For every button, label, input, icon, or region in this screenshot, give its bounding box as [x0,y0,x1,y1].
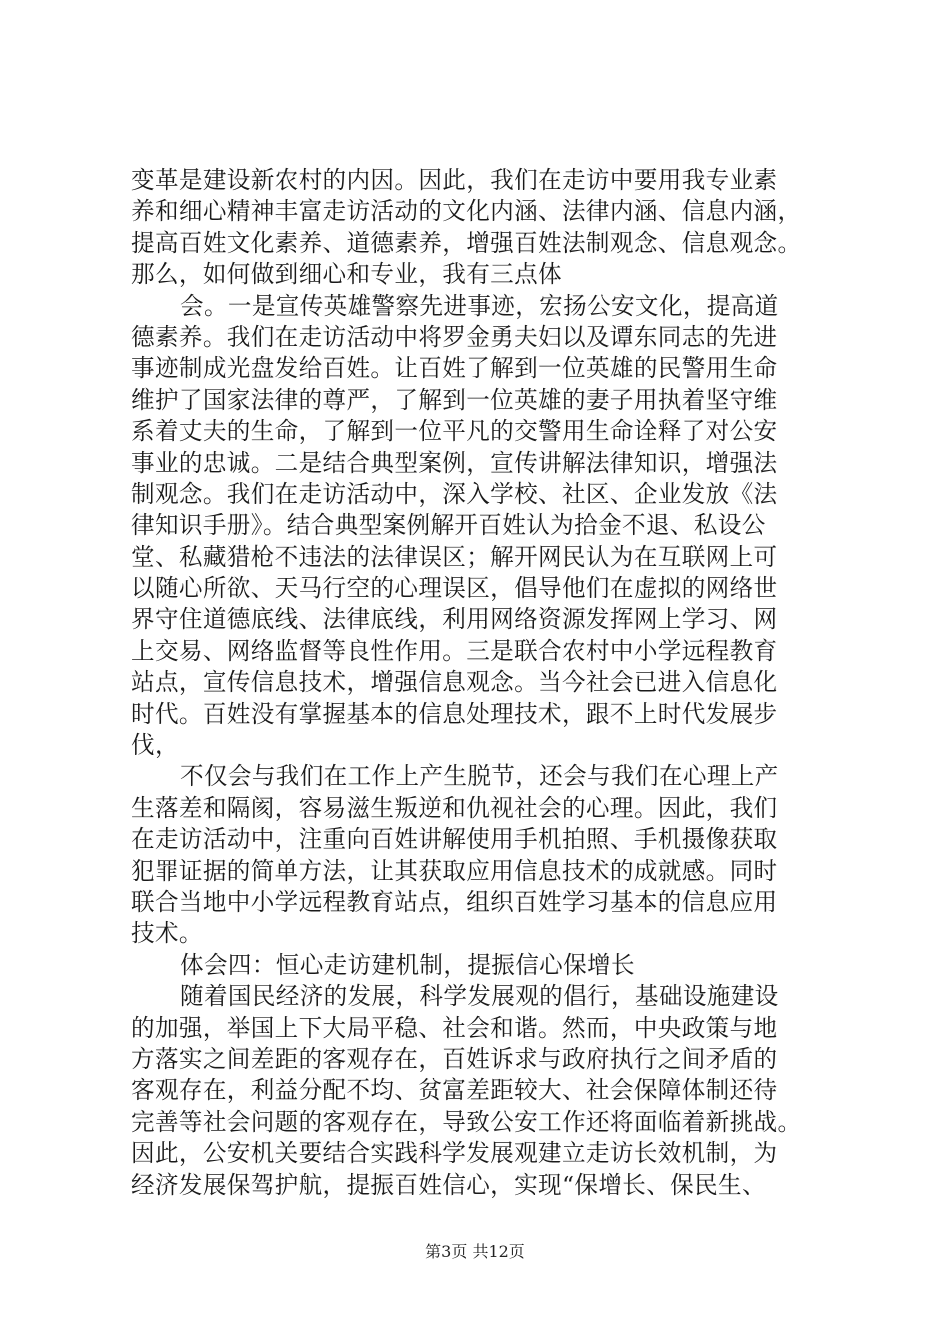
text-line: 会。一是宣传英雄警察先进事迹，宏扬公安文化，提高道 [180,291,779,320]
text-line: 德素养。我们在走访活动中将罗金勇夫妇以及谭东同志的先进 [131,322,778,351]
text-line: 事业的忠诚。二是结合典型案例，宣传讲解法律知识，增强法 [131,448,778,477]
text-line: 事迹制成光盘发给百姓。让百姓了解到一位英雄的民警用生命 [131,354,778,383]
text-line: 完善等社会问题的客观存在，导致公安工作还将面临着新挑战。 [131,1107,802,1136]
text-line: 系着丈夫的生命，了解到一位平凡的交警用生命诠释了对公安 [131,417,778,446]
text-line: 站点，宣传信息技术，增强信息观念。当今社会已进入信息化 [131,668,778,697]
document-body [131,165,831,1201]
text-line: 经济发展保驾护航，提振百姓信心，实现“保增长、保民生、 [131,1170,766,1199]
text-line: 界守住道德底线、法律底线，利用网络资源发挥网上学习、网 [131,605,778,634]
text-line: 提高百姓文化素养、道德素养，增强百姓法制观念、信息观念。 [131,228,802,257]
text-line: 制观念。我们在走访活动中，深入学校、社区、企业发放《法 [131,479,778,508]
text-line: 那么，如何做到细心和专业，我有三点体 [131,260,562,289]
text-line: 随着国民经济的发展，科学发展观的倡行，基础设施建设 [180,982,779,1011]
text-line: 联合当地中小学远程教育站点，组织百姓学习基本的信息应用 [131,887,778,916]
text-line: 体会四：恒心走访建机制，提振信心保增长 [180,950,635,979]
text-line: 的加强，举国上下大局平稳、社会和谐。然而，中央政策与地 [131,1013,778,1042]
text-line: 时代。百姓没有掌握基本的信息处理技术，跟不上时代发展步 [131,699,778,728]
page-footer: 第3页 共12页 [425,1242,525,1261]
text-line: 不仅会与我们在工作上产生脱节，还会与我们在心理上产 [180,762,779,791]
text-line: 客观存在，利益分配不均、贫富差距较大、社会保障体制还待 [131,1076,778,1105]
text-line: 上交易、网络监督等良性作用。三是联合农村中小学远程教育 [131,636,778,665]
text-line: 犯罪证据的简单方法，让其获取应用信息技术的成就感。同时 [131,856,778,885]
text-line: 律知识手册》。结合典型案例解开百姓认为拾金不退、私设公 [131,511,766,540]
text-line: 维护了国家法律的尊严，了解到一位英雄的妻子用执着坚守维 [131,385,778,414]
text-line: 在走访活动中，注重向百姓讲解使用手机拍照、手机摄像获取 [131,825,778,854]
text-line: 以随心所欲、天马行空的心理误区，倡导他们在虚拟的网络世 [131,574,778,603]
text-line: 生落差和隔阂，容易滋生叛逆和仇视社会的心理。因此，我们 [131,793,778,822]
text-line: 伐， [131,731,179,760]
text-line: 堂、私藏猎枪不违法的法律误区；解开网民认为在互联网上可 [131,542,778,571]
text-line: 因此，公安机关要结合实践科学发展观建立走访长效机制，为 [131,1139,778,1168]
text-line: 养和细心精神丰富走访活动的文化内涵、法律内涵、信息内涵， [131,197,802,226]
text-line: 方落实之间差距的客观存在，百姓诉求与政府执行之间矛盾的 [131,1044,778,1073]
text-line: 变革是建设新农村的内因。因此，我们在走访中要用我专业素 [131,166,778,194]
text-line: 技术。 [131,919,203,948]
